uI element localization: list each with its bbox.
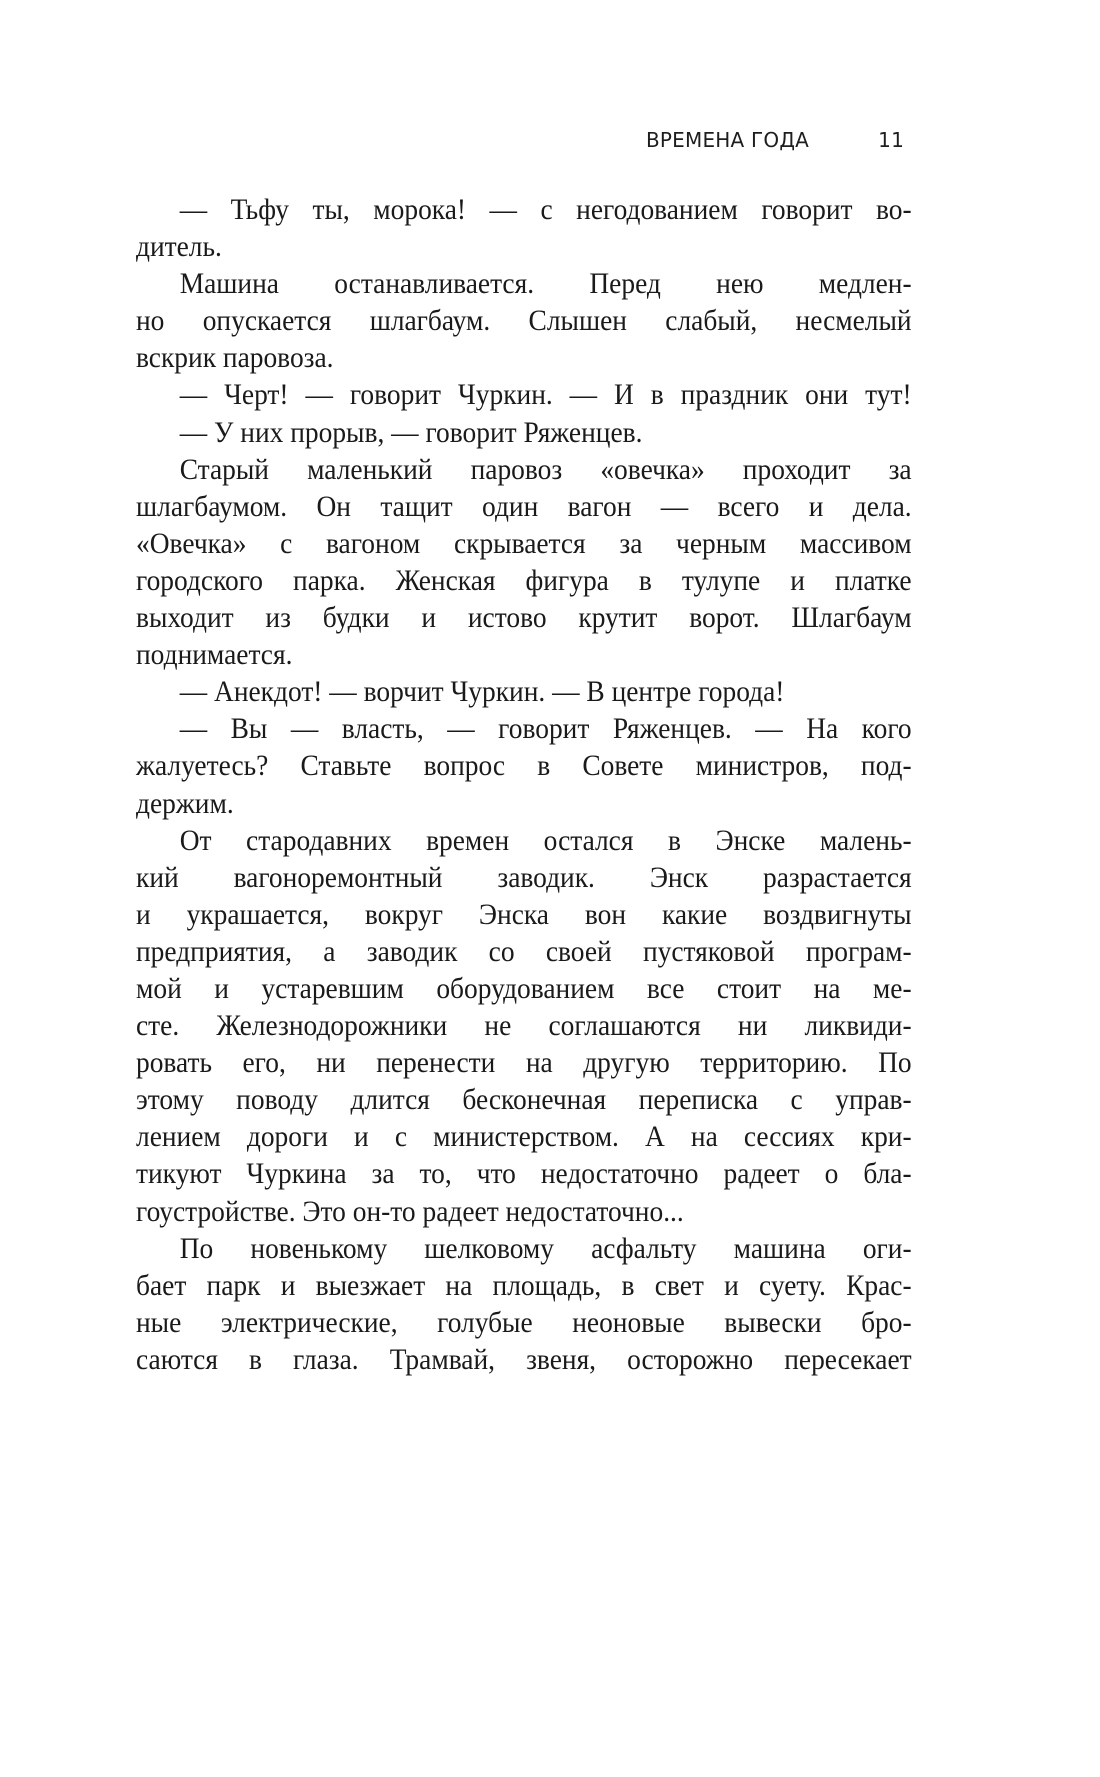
text-line: Машина останавливается. Перед нею медлен- <box>179 268 912 301</box>
text-line: дитель. <box>136 231 222 264</box>
body-text <box>136 192 912 1379</box>
text-line: предприятия, а заводик со своей пустяковой програм- <box>136 935 912 968</box>
text-line: тикуют Чуркина за то, что недостаточно радеет о бла- <box>136 1158 912 1191</box>
text-line: гоустройстве. Это он-то радеет недостаточно... <box>136 1195 684 1228</box>
text-line: саются в глаза. Трамвай, звеня, осторожно пересекает <box>136 1343 912 1376</box>
page-number: 11 <box>878 128 904 152</box>
text-line: ровать его, ни перенести на другую территорию. По <box>136 1047 912 1080</box>
text-line: поднимается. <box>136 639 293 672</box>
text-line: городского парка. Женская фигура в тулупе и платке <box>136 564 912 597</box>
text-line: вскрик паровоза. <box>136 342 334 375</box>
text-line: «Овечка» с вагоном скрывается за черным массивом <box>136 527 912 560</box>
text-line: сте. Железнодорожники не соглашаются ни ликвиди- <box>136 1010 912 1043</box>
text-line: — Черт! — говорит Чуркин. — И в праздник они тут! <box>179 379 912 412</box>
text-line: — Анекдот! — ворчит Чуркин. — В центре города! <box>179 676 785 709</box>
text-line: — Вы — власть, — говорит Ряженцев. — На кого <box>179 713 912 746</box>
text-line: бает парк и выезжает на площадь, в свет и суету. Крас- <box>136 1269 912 1302</box>
text-line: но опускается шлагбаум. Слышен слабый, несмелый <box>136 305 912 338</box>
text-line: ные электрические, голубые неоновые вывески бро- <box>136 1306 912 1339</box>
text-line: Старый маленький паровоз «овечка» проходит за <box>179 453 912 486</box>
text-line: По новенькому шелковому асфальту машина оги- <box>179 1232 912 1265</box>
text-line: лением дороги и с министерством. А на сессиях кри- <box>136 1121 912 1154</box>
text-line: жалуетесь? Ставьте вопрос в Совете министров, под- <box>136 750 912 783</box>
running-header <box>600 128 912 158</box>
running-header-title: ВРЕМЕНА ГОДА <box>646 128 810 152</box>
text-line: этому поводу длится бесконечная переписка с управ- <box>136 1084 912 1117</box>
text-line: — У них прорыв, — говорит Ряженцев. <box>179 416 643 449</box>
text-line: выходит из будки и истово крутит ворот. Шлагбаум <box>136 602 912 635</box>
text-line: — Тьфу ты, морока! — с негодованием говорит во- <box>179 194 912 226</box>
text-line: кий вагоноремонтный заводик. Энск разрастается <box>136 861 912 894</box>
text-line: мой и устаревшим оборудованием все стоит на ме- <box>136 972 912 1005</box>
text-line: От стародавних времен остался в Энске малень- <box>179 824 912 857</box>
text-line: шлагбаумом. Он тащит один вагон — всего и дела. <box>136 490 912 523</box>
text-line: держим. <box>136 787 234 820</box>
text-line: и украшается, вокруг Энска вон какие воздвигнуты <box>136 898 912 931</box>
